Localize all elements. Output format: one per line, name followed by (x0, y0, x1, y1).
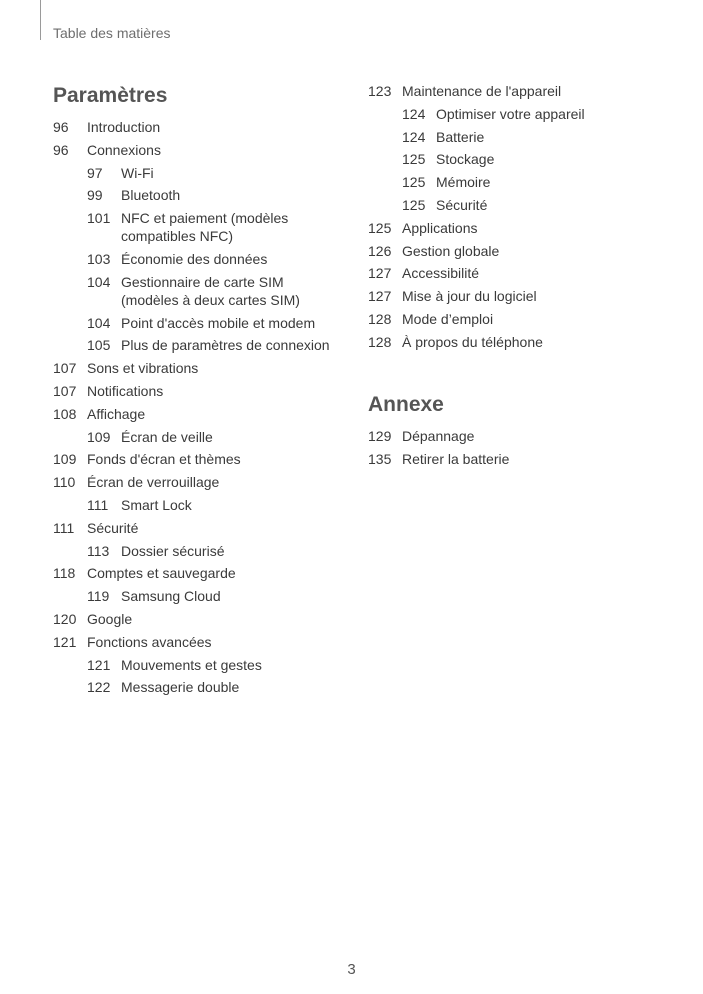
toc-page-number: 127 (368, 265, 392, 282)
toc-page-number: 122 (87, 679, 111, 696)
toc-page-number: 125 (402, 151, 426, 168)
toc-entry-label: Fonctions avancées (87, 633, 212, 650)
toc-page-number: 124 (402, 128, 426, 145)
toc-page-number: 123 (368, 83, 392, 99)
toc-page-number: 121 (53, 633, 77, 650)
toc-entry-label: Maintenance de l'appareil (402, 83, 562, 99)
toc-page-number: 107 (53, 360, 77, 377)
toc-page-number: 111 (87, 496, 109, 513)
toc-entry-label: Bluetooth (121, 187, 181, 204)
toc-entry[interactable] (53, 564, 343, 582)
toc-page-number: 104 (87, 314, 111, 331)
toc-entry[interactable] (53, 428, 343, 446)
toc-entry[interactable] (53, 141, 343, 159)
toc-entry-label: Fonds d'écran et thèmes (87, 451, 241, 468)
toc-entry[interactable] (368, 196, 668, 214)
toc-entry[interactable] (53, 587, 343, 605)
toc-entry-list (53, 118, 343, 696)
toc-page-number: 109 (87, 428, 111, 445)
toc-page-number: 128 (368, 333, 392, 350)
section-title-parametres: Paramètres (53, 84, 168, 107)
toc-entry-list (368, 82, 668, 351)
toc-page-number: 111 (53, 519, 75, 536)
toc-page-number: 121 (87, 656, 111, 673)
toc-entry-label: Plus de paramètres de connexion (121, 337, 330, 354)
toc-entry-label: Écran de veille (121, 428, 213, 445)
toc-entry[interactable] (53, 314, 343, 332)
toc-page-number: 103 (87, 250, 111, 267)
toc-entry[interactable] (53, 336, 343, 354)
toc-entry[interactable] (53, 496, 343, 514)
toc-entry[interactable] (368, 128, 668, 146)
toc-page-number: 109 (53, 451, 77, 468)
toc-page-number: 107 (53, 382, 77, 399)
toc-entry-label: Batterie (436, 128, 485, 145)
toc-entry-label: Affichage (87, 405, 146, 422)
toc-entry[interactable] (53, 273, 343, 309)
toc-entry-label: Introduction (87, 119, 161, 135)
toc-entry[interactable] (53, 250, 343, 268)
toc-entry-label: Wi-Fi (121, 164, 154, 181)
toc-entry-label: Smart Lock (121, 496, 192, 513)
toc-entry-label: Gestion globale (402, 242, 500, 259)
toc-page-number: 128 (368, 310, 392, 327)
toc-page-number: 126 (368, 242, 392, 259)
toc-entry[interactable] (368, 82, 668, 100)
toc-entry-label: Stockage (436, 151, 495, 168)
toc-entry-label: Retirer la batterie (402, 450, 510, 467)
toc-entry-label: Accessibilité (402, 265, 480, 282)
annexe-section (368, 391, 668, 468)
toc-page-number: 108 (53, 405, 77, 422)
toc-entry-label: À propos du téléphone (402, 333, 543, 350)
toc-entry[interactable] (53, 519, 343, 537)
toc-entry-label: Samsung Cloud (121, 588, 221, 605)
toc-entry-label: Applications (402, 219, 478, 236)
toc-entry[interactable] (53, 633, 343, 651)
toc-entry-label: Dépannage (402, 427, 475, 444)
toc-entry-label: Mémoire (436, 174, 491, 191)
toc-entry[interactable] (368, 150, 668, 168)
toc-page-number: 124 (402, 105, 426, 122)
toc-page-number: 104 (87, 273, 111, 290)
toc-entry[interactable] (53, 209, 343, 245)
toc-entry[interactable] (368, 242, 668, 260)
toc-entry-label: Point d'accès mobile et modem (121, 314, 316, 331)
toc-entry[interactable] (53, 359, 343, 377)
toc-entry[interactable] (368, 219, 668, 237)
toc-entry[interactable] (53, 118, 343, 136)
toc-entry-label: NFC et paiement (modèles compatibles NFC) (121, 210, 289, 245)
toc-page-number: 96 (53, 119, 69, 135)
toc-entry-label: Mode d’emploi (402, 310, 494, 327)
toc-page-number: 113 (87, 542, 110, 559)
toc-entry-label: Sécurité (436, 196, 488, 213)
section-title-annexe: Annexe (368, 392, 444, 416)
toc-page-number: 105 (87, 337, 111, 354)
toc-page-number: 119 (87, 588, 110, 605)
toc-entry-label: Comptes et sauvegarde (87, 565, 236, 582)
toc-entry[interactable] (53, 656, 343, 674)
toc-page-number: 127 (368, 288, 392, 305)
toc-page-number: 110 (53, 474, 76, 491)
toc-entry[interactable] (368, 310, 668, 328)
toc-page-number: 125 (402, 196, 426, 213)
toc-entry-label: Mouvements et gestes (121, 656, 262, 673)
toc-entry-label: Optimiser votre appareil (436, 105, 585, 122)
toc-entry[interactable] (368, 173, 668, 191)
toc-entry[interactable] (53, 610, 343, 628)
toc-entry[interactable] (368, 287, 668, 305)
toc-entry[interactable] (368, 333, 668, 351)
toc-entry-label: Google (87, 610, 133, 627)
toc-entry[interactable] (53, 678, 343, 696)
toc-entry[interactable] (368, 105, 668, 123)
toc-page-number: 118 (53, 565, 76, 582)
toc-entry-label: Notifications (87, 382, 164, 399)
toc-entry-label: Messagerie double (121, 679, 240, 696)
toc-entry[interactable] (53, 164, 343, 182)
toc-entry-label: Sons et vibrations (87, 360, 199, 377)
toc-entry-label: Écran de verrouillage (87, 474, 220, 491)
toc-entry[interactable] (53, 405, 343, 423)
toc-page-number: 129 (368, 427, 392, 444)
toc-entry[interactable] (368, 450, 668, 468)
toc-entry[interactable] (53, 473, 343, 491)
toc-page-number: 97 (87, 164, 103, 181)
toc-entry-list (368, 427, 668, 468)
toc-entry[interactable] (53, 542, 343, 560)
header-rule (40, 0, 41, 40)
toc-entry[interactable] (53, 186, 343, 204)
toc-right-column (368, 82, 668, 472)
toc-entry-label: Sécurité (87, 519, 139, 536)
running-header: Table des matières (53, 25, 171, 41)
toc-page-number: 96 (53, 141, 69, 158)
toc-entry-label: Dossier sécurisé (121, 542, 225, 559)
toc-entry-label: Connexions (87, 141, 161, 158)
toc-entry[interactable] (368, 264, 668, 282)
toc-entry-label: Économie des données (121, 250, 268, 267)
toc-entry-label: Gestionnaire de carte SIM (modèles à deux cartes SIM) (121, 273, 300, 308)
toc-page-number: 135 (368, 450, 392, 467)
toc-page-number: 101 (87, 210, 111, 227)
toc-entry[interactable] (53, 382, 343, 400)
toc-page-number: 125 (402, 174, 426, 191)
page-number: 3 (347, 961, 356, 978)
toc-page-number: 99 (87, 187, 103, 204)
toc-entry[interactable] (53, 450, 343, 468)
toc-page-number: 125 (368, 219, 392, 236)
toc-entry-label: Mise à jour du logiciel (402, 288, 537, 305)
toc-page-number: 120 (53, 610, 77, 627)
toc-left-column (53, 82, 343, 701)
toc-entry[interactable] (368, 427, 668, 445)
